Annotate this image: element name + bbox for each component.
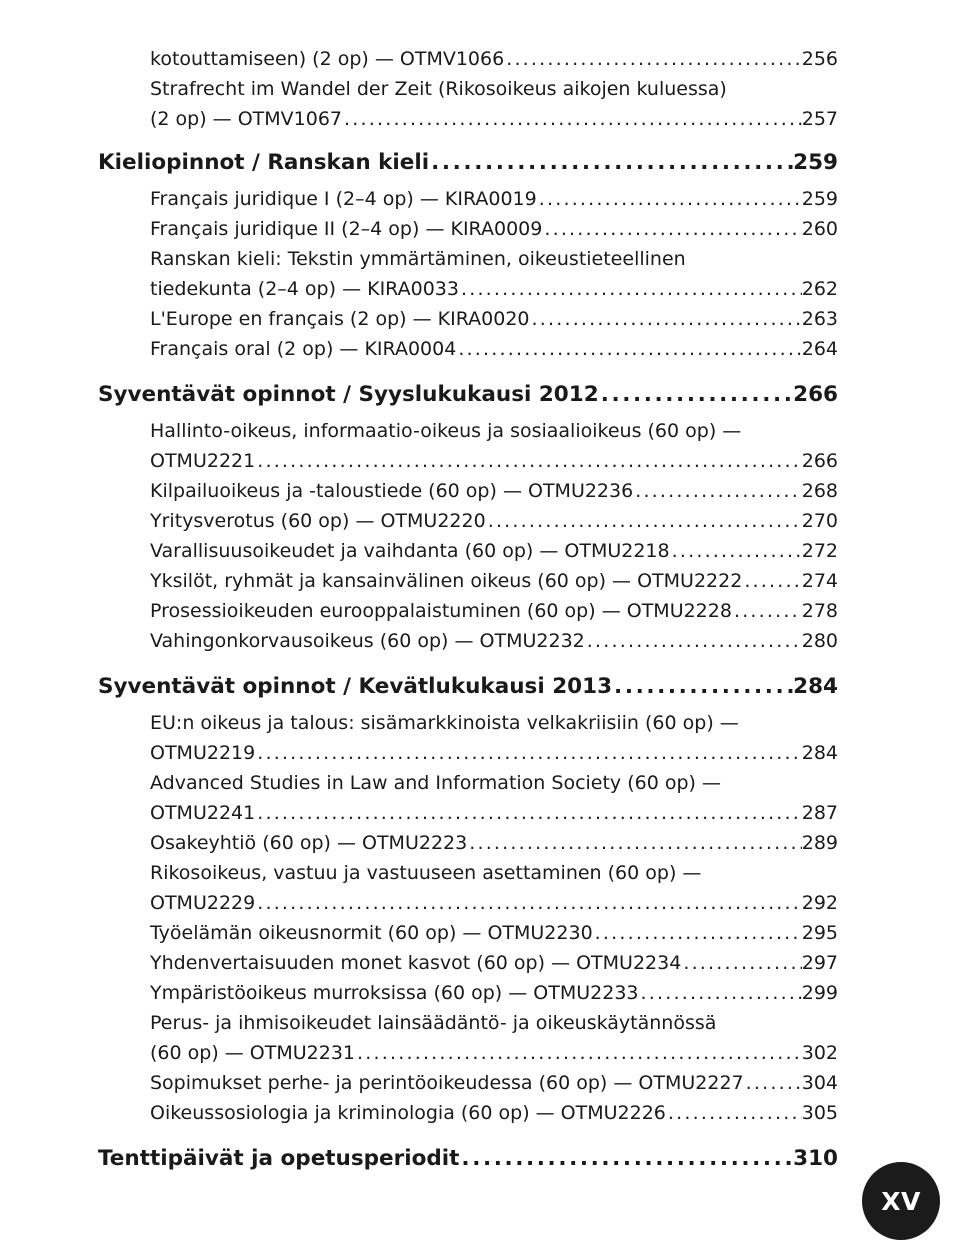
page-number-ref: 268 bbox=[801, 480, 838, 502]
page-number-ref: 278 bbox=[801, 600, 838, 622]
dot-leader bbox=[537, 184, 802, 214]
toc-entry[interactable] bbox=[98, 416, 838, 446]
entry-title: Ranskan kieli: Tekstin ymmärtäminen, oikeustieteellinen bbox=[150, 248, 686, 270]
section-title: Tenttipäivät ja opetusperiodit bbox=[98, 1146, 460, 1171]
page-number-ref: 266 bbox=[793, 382, 838, 407]
page-number: XV bbox=[881, 1186, 921, 1216]
page-number-ref: 260 bbox=[801, 218, 838, 240]
entry-title: (2 op) — OTMV1067 bbox=[150, 108, 343, 130]
entry-title: kotouttamiseen) (2 op) — OTMV1066 bbox=[150, 48, 505, 70]
toc-entry[interactable] bbox=[98, 626, 838, 656]
dot-leader bbox=[467, 828, 802, 858]
toc-entry[interactable] bbox=[98, 44, 838, 74]
entry-title: tiedekunta (2–4 op) — KIRA0033 bbox=[150, 278, 459, 300]
page-number-ref: 259 bbox=[801, 188, 838, 210]
entry-title: Français juridique II (2–4 op) — KIRA0009 bbox=[150, 218, 543, 240]
dot-leader bbox=[459, 274, 802, 304]
entry-title: Français oral (2 op) — KIRA0004 bbox=[150, 338, 457, 360]
toc-entry[interactable] bbox=[98, 798, 838, 828]
page-number-ref: 270 bbox=[801, 510, 838, 532]
page-number-ref: 305 bbox=[801, 1102, 838, 1124]
page-number-ref: 287 bbox=[801, 802, 838, 824]
dot-leader bbox=[681, 948, 801, 978]
toc-entry[interactable] bbox=[98, 858, 838, 888]
toc-section-heading[interactable] bbox=[98, 670, 838, 704]
page-number-ref: 310 bbox=[793, 1146, 838, 1171]
toc-entry[interactable] bbox=[98, 214, 838, 244]
page-number-ref: 262 bbox=[801, 278, 838, 300]
entry-title: OTMU2229 bbox=[150, 892, 256, 914]
toc-section-heading[interactable] bbox=[98, 378, 838, 412]
dot-leader bbox=[504, 44, 802, 74]
toc-entry[interactable] bbox=[98, 506, 838, 536]
toc-entry[interactable] bbox=[98, 708, 838, 738]
toc-entry[interactable] bbox=[98, 828, 838, 858]
toc-entry[interactable] bbox=[98, 334, 838, 364]
page-number-ref: 284 bbox=[793, 674, 838, 699]
dot-leader bbox=[456, 334, 801, 364]
toc-entry[interactable] bbox=[98, 104, 838, 134]
entry-title: Kilpailuoikeus ja -taloustiede (60 op) — OTMU2236 bbox=[150, 480, 634, 502]
entry-title: Sopimukset perhe- ja perintöoikeudessa (60 op) — OTMU2227 bbox=[150, 1072, 744, 1094]
entry-title: OTMU2221 bbox=[150, 450, 256, 472]
dot-leader bbox=[732, 596, 802, 626]
toc-entry[interactable] bbox=[98, 74, 838, 104]
section-title: Syventävät opinnot / Syyslukukausi 2012 bbox=[98, 382, 599, 407]
dot-leader bbox=[599, 378, 793, 412]
page-number-ref: 272 bbox=[801, 540, 838, 562]
dot-leader bbox=[670, 536, 802, 566]
page-number-ref: 295 bbox=[801, 922, 838, 944]
page-number-ref: 257 bbox=[801, 108, 838, 130]
dot-leader bbox=[633, 476, 802, 506]
toc-entry[interactable] bbox=[98, 536, 838, 566]
page-number-badge bbox=[862, 1162, 940, 1240]
toc-entry[interactable] bbox=[98, 184, 838, 214]
entry-title: OTMU2241 bbox=[150, 802, 256, 824]
entry-title: Advanced Studies in Law and Information Society (60 op) — bbox=[150, 772, 721, 794]
toc-section-heading[interactable] bbox=[98, 1142, 838, 1176]
page-number-ref: 284 bbox=[801, 742, 838, 764]
toc-entry[interactable] bbox=[98, 1038, 838, 1068]
entry-title: Perus- ja ihmisoikeudet lainsäädäntö- ja oikeuskäytännössä bbox=[150, 1012, 717, 1034]
entry-title: EU:n oikeus ja talous: sisämarkkinoista velkakriisiin (60 op) — bbox=[150, 712, 739, 734]
toc-entry[interactable] bbox=[98, 1068, 838, 1098]
toc-entry[interactable] bbox=[98, 948, 838, 978]
page-number-ref: 259 bbox=[793, 150, 838, 175]
toc-entry[interactable] bbox=[98, 274, 838, 304]
entry-title: Strafrecht im Wandel der Zeit (Rikosoikeus aikojen kuluessa) bbox=[150, 78, 727, 100]
page-number-ref: 263 bbox=[801, 308, 838, 330]
toc-entry[interactable] bbox=[98, 1008, 838, 1038]
dot-leader bbox=[255, 798, 802, 828]
table-of-contents bbox=[98, 44, 838, 1176]
page-number-ref: 292 bbox=[801, 892, 838, 914]
dot-leader bbox=[585, 626, 802, 656]
page-number-ref: 299 bbox=[801, 982, 838, 1004]
toc-entry[interactable] bbox=[98, 918, 838, 948]
dot-leader bbox=[429, 146, 793, 180]
entry-title: Vahingonkorvausoikeus (60 op) — OTMU2232 bbox=[150, 630, 585, 652]
toc-entry[interactable] bbox=[98, 596, 838, 626]
toc-entry[interactable] bbox=[98, 446, 838, 476]
entry-title: Yritysverotus (60 op) — OTMU2220 bbox=[150, 510, 486, 532]
dot-leader bbox=[593, 918, 802, 948]
entry-title: Osakeyhtiö (60 op) — OTMU2223 bbox=[150, 832, 468, 854]
entry-title: Rikosoikeus, vastuu ja vastuuseen asettaminen (60 op) — bbox=[150, 862, 702, 884]
page-number-ref: 274 bbox=[801, 570, 838, 592]
toc-entry[interactable] bbox=[98, 768, 838, 798]
dot-leader bbox=[666, 1098, 802, 1128]
dot-leader bbox=[486, 506, 802, 536]
entry-title: Français juridique I (2–4 op) — KIRA0019 bbox=[150, 188, 537, 210]
page-number-ref: 304 bbox=[801, 1072, 838, 1094]
toc-entry[interactable] bbox=[98, 566, 838, 596]
page-number-ref: 280 bbox=[801, 630, 838, 652]
dot-leader bbox=[459, 1142, 793, 1176]
page-number-ref: 297 bbox=[801, 952, 838, 974]
toc-section-heading[interactable] bbox=[98, 146, 838, 180]
entry-title: Ympäristöoikeus murroksissa (60 op) — OTMU2233 bbox=[150, 982, 639, 1004]
toc-entry[interactable] bbox=[98, 738, 838, 768]
entry-title: Oikeussosiologia ja kriminologia (60 op) — OTMU2226 bbox=[150, 1102, 666, 1124]
dot-leader bbox=[744, 1068, 802, 1098]
page-number-ref: 266 bbox=[801, 450, 838, 472]
page-number-ref: 302 bbox=[801, 1042, 838, 1064]
toc-entry[interactable] bbox=[98, 476, 838, 506]
toc-entry[interactable] bbox=[98, 978, 838, 1008]
dot-leader bbox=[542, 214, 801, 244]
section-title: Syventävät opinnot / Kevätlukukausi 2013 bbox=[98, 674, 613, 699]
dot-leader bbox=[612, 670, 793, 704]
page-number-ref: 256 bbox=[801, 48, 838, 70]
toc-entry[interactable] bbox=[98, 1098, 838, 1128]
entry-title: L'Europe en français (2 op) — KIRA0020 bbox=[150, 308, 530, 330]
entry-title: Työelämän oikeusnormit (60 op) — OTMU2230 bbox=[150, 922, 593, 944]
page-number-ref: 264 bbox=[801, 338, 838, 360]
page-number-ref: 289 bbox=[801, 832, 838, 854]
section-title: Kieliopinnot / Ranskan kieli bbox=[98, 150, 430, 175]
dot-leader bbox=[255, 888, 802, 918]
dot-leader bbox=[255, 738, 802, 768]
dot-leader bbox=[742, 566, 801, 596]
toc-entry[interactable] bbox=[98, 888, 838, 918]
dot-leader bbox=[639, 978, 802, 1008]
entry-title: OTMU2219 bbox=[150, 742, 256, 764]
entry-title: Hallinto-oikeus, informaatio-oikeus ja sosiaalioikeus (60 op) — bbox=[150, 420, 742, 442]
dot-leader bbox=[530, 304, 802, 334]
entry-title: (60 op) — OTMU2231 bbox=[150, 1042, 356, 1064]
entry-title: Prosessioikeuden eurooppalaistuminen (60 op) — OTMU2228 bbox=[150, 600, 732, 622]
dot-leader bbox=[342, 104, 802, 134]
entry-title: Varallisuusoikeudet ja vaihdanta (60 op) — OTMU2218 bbox=[150, 540, 670, 562]
entry-title: Yhdenvertaisuuden monet kasvot (60 op) — OTMU2234 bbox=[150, 952, 682, 974]
dot-leader bbox=[355, 1038, 802, 1068]
dot-leader bbox=[255, 446, 802, 476]
toc-entry[interactable] bbox=[98, 244, 838, 274]
entry-title: Yksilöt, ryhmät ja kansainvälinen oikeus (60 op) — OTMU2222 bbox=[150, 570, 743, 592]
toc-entry[interactable] bbox=[98, 304, 838, 334]
